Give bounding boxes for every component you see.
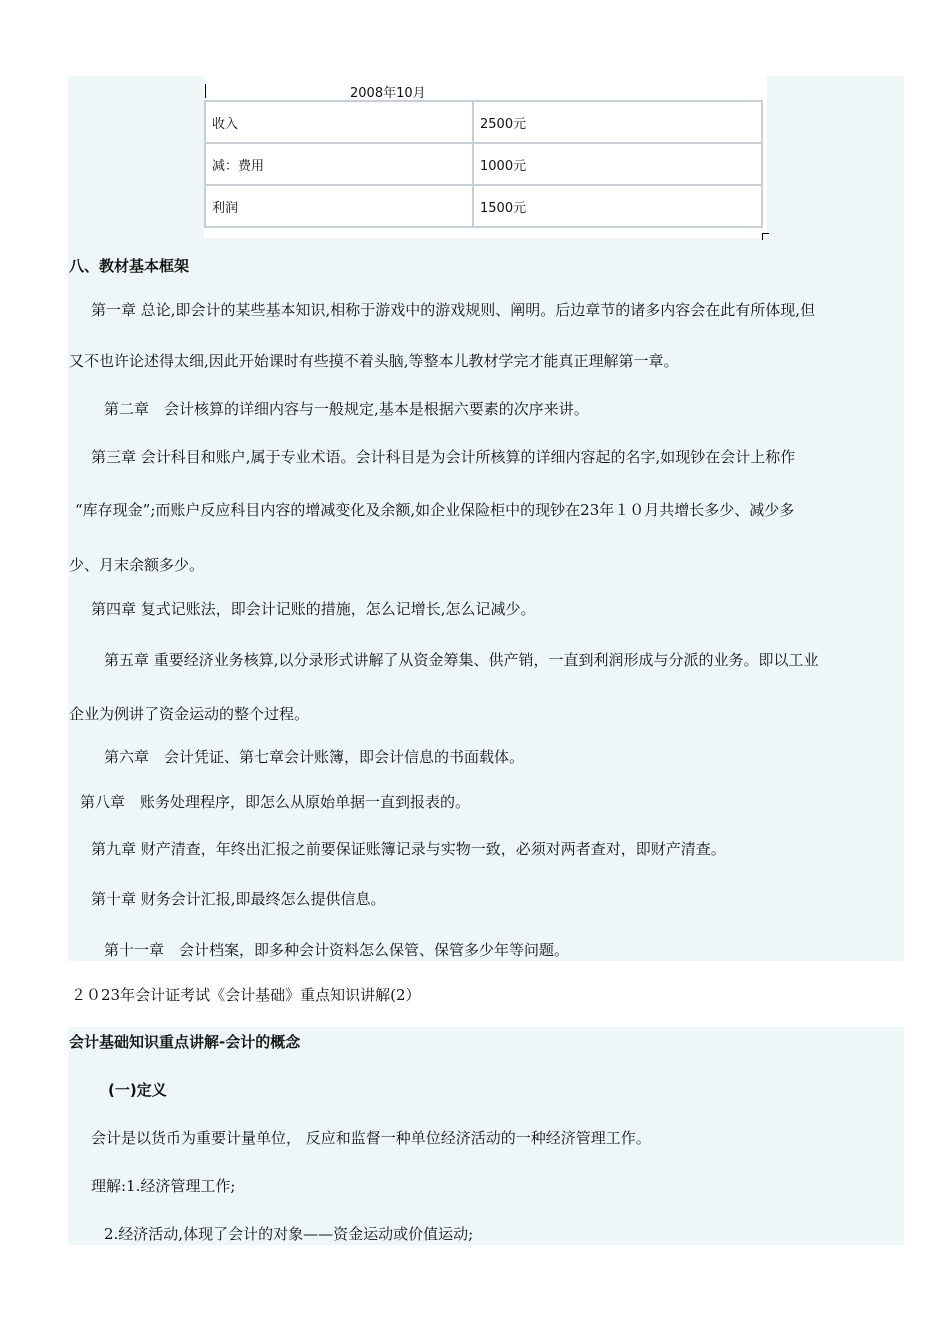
- article-title: ２０23年会计证考试《会计基础》重点知识讲解(2）: [71, 986, 421, 1004]
- table-cell-label: 收入: [205, 101, 473, 143]
- paragraph-line: “库存现金”;而账户反应科目内容的增减变化及余额,如企业保险柜中的现钞在23年１０月共增长多少、减少多: [75, 501, 795, 519]
- table-cell-label: 减：费用: [205, 143, 473, 185]
- article-subheading: (一)定义: [108, 1081, 167, 1099]
- paragraph-line: 第八章 账务处理程序，即怎么从原始单据一直到报表的。: [80, 793, 471, 811]
- table-row: [205, 101, 762, 143]
- paragraph-line: 第十章 财务会计汇报,即最终怎么提供信息。: [91, 890, 386, 908]
- image-corner-mark: [762, 233, 769, 240]
- paragraph-line: 少、月末余额多少。: [69, 556, 205, 574]
- table-cell-label: 利润: [205, 185, 473, 227]
- paragraph-line: 会计是以货币为重要计量单位， 反应和监督一种单位经济活动的一种经济管理工作。: [91, 1129, 651, 1147]
- paragraph-line: 企业为例讲了资金运动的整个过程。: [69, 705, 310, 723]
- paragraph-line: 第三章 会计科目和账户,属于专业术语。会计科目是为会计所核算的详细内容起的名字,如现钞在会计上称作: [91, 448, 796, 466]
- paragraph-line: 理解:1.经济管理工作;: [91, 1177, 236, 1195]
- paragraph-line: 第二章 会计核算的详细内容与一般规定,基本是根据六要素的次序来讲。: [104, 400, 589, 418]
- text-cursor: [205, 84, 206, 98]
- paragraph-line: 第一章 总论,即会计的某些基本知识,相称于游戏中的游戏规则、阐明。后边章节的诸多内容会在此有所体现,但: [91, 301, 816, 319]
- paragraph-line: 第四章 复式记账法，即会计记账的措施，怎么记增长,怎么记减少。: [91, 600, 536, 618]
- table-cell-value: 1000元: [473, 143, 762, 185]
- paragraph-line: 第十一章 会计档案，即多种会计资料怎么保管、保管多少年等问题。: [104, 941, 570, 959]
- paragraph-line: 第六章 会计凭证、第七章会计账簿，即会计信息的书面载体。: [104, 748, 525, 766]
- paragraph-line: 2.经济活动,体现了会计的对象——资金运动或价值运动;: [104, 1225, 474, 1243]
- table-row: [205, 143, 762, 185]
- table-cell-value: 1500元: [473, 185, 762, 227]
- paragraph-line: 第九章 财产清查，年终出汇报之前要保证账簿记录与实物一致，必须对两者查对，即财产清查。: [91, 840, 726, 858]
- paragraph-line: 又不也许论述得太细,因此开始课时有些摸不着头脑,等整本儿教材学完才能真正理解第一章。: [69, 352, 679, 370]
- section-heading: 八、教材基本框架: [69, 257, 190, 275]
- table-row: [205, 185, 762, 227]
- article-heading: 会计基础知识重点讲解-会计的概念: [69, 1033, 301, 1051]
- profit-table: [204, 100, 763, 228]
- paragraph-line: 第五章 重要经济业务核算,以分录形式讲解了从资金筹集、供产销，一直到利润形成与分派的业务。即以工业: [104, 651, 819, 669]
- table-cell-value: 2500元: [473, 101, 762, 143]
- table-title: 2008年10月: [350, 86, 426, 101]
